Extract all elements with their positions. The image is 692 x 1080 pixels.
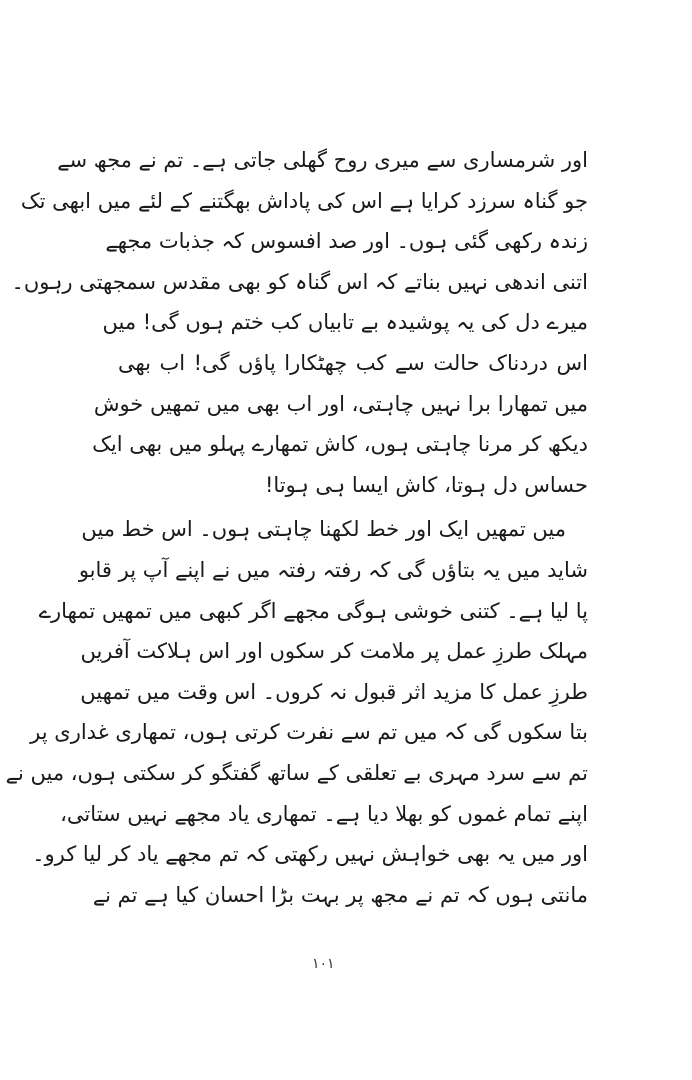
page-footer-mark: ۱۰۱: [312, 956, 335, 972]
text-line-10: میں تمھیں ایک اور خط لکھنا چاہتی ہوں۔ اس خط میں: [81, 517, 566, 542]
text-line-17: اپنے تمام غموں کو بھلا دیا ہے۔ تمھاری یاد مجھے نہیں ستاتی،: [60, 801, 588, 826]
text-line-18: اور میں یہ بھی خواہش نہیں رکھتی کہ تم مجھے یاد کر لیا کرو۔: [32, 842, 588, 867]
text-line-13: مہلک طرزِ عمل پر ملامت کر سکوں اور اس ہلاکت آفریں: [80, 639, 588, 664]
text-line-11: شاید میں یہ بتاؤں گی کہ رفتہ رفتہ میں نے اپنے آپ پر قابو: [78, 557, 588, 582]
text-line-8: دیکھ کر مرنا چاہتی ہوں، کاش تمھارے پہلو میں بھی ایک: [92, 432, 588, 457]
text-line-14: طرزِ عمل کا مزید اثر قبول نہ کروں۔ اس وقت میں تمھیں: [80, 679, 588, 704]
text-line-16: تم سے سرد مہری بے تعلقی کے ساتھ گفتگو کر سکتی ہوں، میں نے: [5, 760, 588, 785]
text-line-2: جو گناہ سرزد کرایا ہے اس کی پاداش بھگتنے کے لئے میں ابھی تک: [20, 188, 588, 213]
text-line-3: زندہ رکھی گئی ہوں۔ اور صد افسوس کہ جذبات مجھے: [105, 229, 588, 254]
text-line-12: پا لیا ہے۔ کتنی خوشی ہوگی مجھے اگر کبھی میں تمھیں تمھارے: [38, 598, 588, 623]
text-line-6: اس دردناک حالت سے کب چھٹکارا پاؤں گی! اب بھی: [118, 350, 588, 375]
text-line-19: مانتی ہوں کہ تم نے مجھ پر بہت بڑا احسان کیا ہے تم نے: [92, 882, 588, 907]
text-line-9: حساس دل ہوتا، کاش ایسا ہی ہوتا!: [264, 472, 588, 497]
text-line-15: بتا سکوں گی کہ میں تم سے نفرت کرتی ہوں، تمھاری غداری پر: [30, 720, 588, 745]
text-line-5: میرے دل کی یہ پوشیدہ بے تابیاں کب ختم ہوں گی! میں: [102, 310, 588, 335]
text-line-7: میں تمھارا برا نہیں چاہتی، اور اب بھی میں تمھیں خوش: [93, 391, 588, 416]
letter-text: [5, 140, 588, 915]
text-line-1: اور شرمساری سے میری روح گھلی جاتی ہے۔ تم نے مجھ سے: [57, 148, 588, 172]
text-line-4: اتنی اندھی نہیں بناتے کہ اس گناہ کو بھی مقدس سمجھتی رہوں۔: [11, 269, 588, 294]
